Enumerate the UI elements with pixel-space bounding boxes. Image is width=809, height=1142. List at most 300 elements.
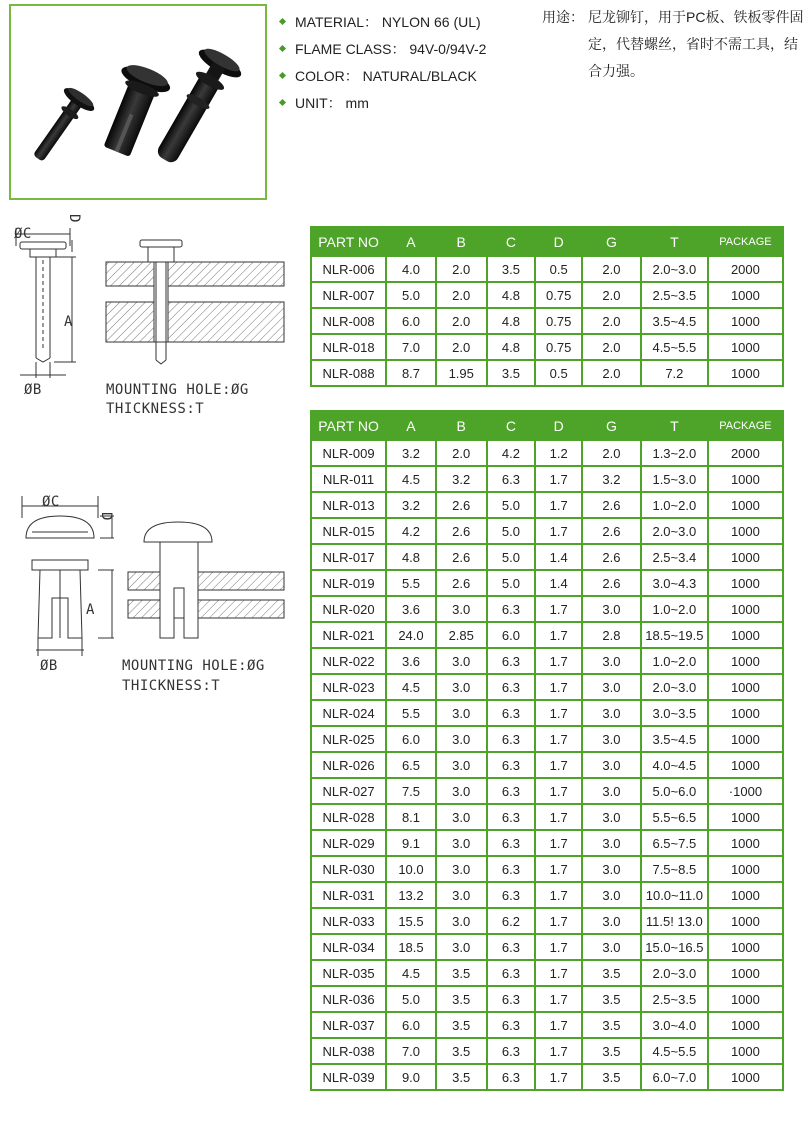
cell-g: 2.0	[582, 308, 641, 334]
spec-list	[278, 8, 486, 116]
cell-d: 1.7	[535, 908, 582, 934]
cell-g: 3.0	[582, 804, 641, 830]
cell-c: 6.3	[487, 648, 536, 674]
cell-a: 4.0	[386, 256, 436, 282]
table-row	[311, 518, 783, 544]
cell-g: 2.0	[582, 360, 641, 386]
table-row	[311, 986, 783, 1012]
cell-a: 9.0	[386, 1064, 436, 1090]
cell-t: 15.0~16.5	[641, 934, 708, 960]
cell-part-no: NLR-035	[311, 960, 386, 986]
cell-b: 3.0	[436, 934, 487, 960]
cell-c: 3.5	[487, 256, 536, 282]
cell-g: 3.0	[582, 856, 641, 882]
cell-d: 0.5	[535, 360, 582, 386]
table-header-row	[311, 411, 783, 440]
cell-a: 8.7	[386, 360, 436, 386]
table-row	[311, 960, 783, 986]
cell-a: 5.5	[386, 700, 436, 726]
cell-a: 6.0	[386, 1012, 436, 1038]
table-row	[311, 908, 783, 934]
cell-package: 1000	[708, 856, 783, 882]
cell-package: 1000	[708, 308, 783, 334]
table-row	[311, 596, 783, 622]
cell-part-no: NLR-025	[311, 726, 386, 752]
cell-c: 4.8	[487, 282, 536, 308]
cell-part-no: NLR-038	[311, 1038, 386, 1064]
header-d: D	[535, 411, 582, 440]
table-row	[311, 440, 783, 466]
cell-package: 1000	[708, 674, 783, 700]
spec-text: MATERIAL： NYLON 66 (UL)	[295, 13, 481, 30]
table-row	[311, 648, 783, 674]
cell-a: 7.0	[386, 1038, 436, 1064]
cell-g: 2.8	[582, 622, 641, 648]
cell-b: 3.0	[436, 856, 487, 882]
cell-b: 3.0	[436, 882, 487, 908]
cell-part-no: NLR-024	[311, 700, 386, 726]
header-d: D	[535, 227, 582, 256]
bullet-diamond-icon	[279, 72, 286, 79]
cell-package: 1000	[708, 282, 783, 308]
cell-part-no: NLR-026	[311, 752, 386, 778]
cell-b: 2.6	[436, 518, 487, 544]
cell-d: 1.7	[535, 674, 582, 700]
cell-package: 1000	[708, 1064, 783, 1090]
cell-t: 4.0~4.5	[641, 752, 708, 778]
cell-c: 6.3	[487, 882, 536, 908]
cell-g: 3.0	[582, 674, 641, 700]
header-t: T	[641, 227, 708, 256]
cell-a: 3.6	[386, 648, 436, 674]
diagram1-dim-b: ØB	[24, 382, 42, 398]
cell-g: 2.0	[582, 440, 641, 466]
cell-part-no: NLR-036	[311, 986, 386, 1012]
cell-g: 2.6	[582, 544, 641, 570]
cell-g: 3.5	[582, 1012, 641, 1038]
cell-c: 6.3	[487, 726, 536, 752]
cell-part-no: NLR-021	[311, 622, 386, 648]
cell-package: 1000	[708, 360, 783, 386]
cell-d: 0.5	[535, 256, 582, 282]
header-g: G	[582, 411, 641, 440]
table-row	[311, 856, 783, 882]
cell-part-no: NLR-020	[311, 596, 386, 622]
cell-g: 3.5	[582, 1064, 641, 1090]
diagram1-mounting-hole: MOUNTING HOLE:ØG	[106, 382, 249, 398]
cell-d: 1.7	[535, 1012, 582, 1038]
cell-g: 2.0	[582, 256, 641, 282]
cell-t: 1.0~2.0	[641, 492, 708, 518]
cell-d: 1.4	[535, 570, 582, 596]
table-row	[311, 882, 783, 908]
cell-a: 6.5	[386, 752, 436, 778]
cell-a: 7.5	[386, 778, 436, 804]
cell-package: 1000	[708, 726, 783, 752]
cell-t: 2.5~3.4	[641, 544, 708, 570]
cell-package: 1000	[708, 934, 783, 960]
diagram1-dim-a: A	[64, 314, 73, 330]
header-part-no: PART NO	[311, 411, 386, 440]
cell-g: 3.0	[582, 648, 641, 674]
cell-part-no: NLR-034	[311, 934, 386, 960]
cell-a: 6.0	[386, 726, 436, 752]
cell-package: 1000	[708, 882, 783, 908]
diagram1-dim-d: D	[66, 214, 82, 223]
cell-d: 1.7	[535, 648, 582, 674]
cell-b: 3.0	[436, 700, 487, 726]
table-row	[311, 1012, 783, 1038]
cell-c: 5.0	[487, 518, 536, 544]
table-row	[311, 674, 783, 700]
table-row	[311, 726, 783, 752]
cell-d: 1.2	[535, 440, 582, 466]
cell-c: 5.0	[487, 544, 536, 570]
cell-a: 7.0	[386, 334, 436, 360]
spec-text: COLOR： NATURAL/BLACK	[295, 67, 477, 84]
cell-t: 6.5~7.5	[641, 830, 708, 856]
header-b: B	[436, 411, 487, 440]
header-t: T	[641, 411, 708, 440]
diagram2-thickness: THICKNESS:T	[122, 678, 221, 694]
diagram2-dim-c: ØC	[42, 494, 60, 510]
spec-item-color	[278, 62, 486, 89]
cell-t: 2.0~3.0	[641, 518, 708, 544]
table-row	[311, 570, 783, 596]
table-row	[311, 830, 783, 856]
cell-t: 2.0~3.0	[641, 256, 708, 282]
cell-d: 1.7	[535, 622, 582, 648]
header-package: PACKAGE	[708, 411, 783, 440]
cell-a: 5.0	[386, 986, 436, 1012]
cell-b: 2.0	[436, 334, 487, 360]
diagram1-thickness: THICKNESS:T	[106, 401, 205, 417]
cell-c: 4.8	[487, 308, 536, 334]
cell-g: 3.5	[582, 1038, 641, 1064]
table-row	[311, 334, 783, 360]
cell-a: 4.8	[386, 544, 436, 570]
cell-package: 1000	[708, 544, 783, 570]
cell-d: 1.4	[535, 544, 582, 570]
cell-a: 18.5	[386, 934, 436, 960]
bullet-diamond-icon	[279, 18, 286, 25]
cell-package: 1000	[708, 622, 783, 648]
cell-t: 4.5~5.5	[641, 334, 708, 360]
cell-b: 3.0	[436, 752, 487, 778]
cell-part-no: NLR-037	[311, 1012, 386, 1038]
cell-d: 1.7	[535, 752, 582, 778]
cell-part-no: NLR-011	[311, 466, 386, 492]
cell-g: 2.6	[582, 492, 641, 518]
cell-package: 1000	[708, 908, 783, 934]
cell-c: 6.3	[487, 934, 536, 960]
cell-c: 6.3	[487, 596, 536, 622]
cell-package: 1000	[708, 700, 783, 726]
cell-t: 7.2	[641, 360, 708, 386]
cell-b: 2.6	[436, 544, 487, 570]
cell-t: 7.5~8.5	[641, 856, 708, 882]
parts-table-2	[310, 410, 784, 1091]
cell-b: 3.0	[436, 648, 487, 674]
cell-g: 3.2	[582, 466, 641, 492]
cell-part-no: NLR-033	[311, 908, 386, 934]
cell-t: 3.0~3.5	[641, 700, 708, 726]
cell-c: 5.0	[487, 492, 536, 518]
cell-a: 3.2	[386, 492, 436, 518]
cell-a: 8.1	[386, 804, 436, 830]
cell-package: 1000	[708, 648, 783, 674]
spec-item-flame-class	[278, 35, 486, 62]
cell-d: 1.7	[535, 934, 582, 960]
cell-part-no: NLR-013	[311, 492, 386, 518]
cell-b: 2.6	[436, 570, 487, 596]
cell-c: 5.0	[487, 570, 536, 596]
table-row	[311, 466, 783, 492]
cell-c: 6.3	[487, 674, 536, 700]
cell-part-no: NLR-030	[311, 856, 386, 882]
cell-d: 1.7	[535, 778, 582, 804]
cell-g: 2.6	[582, 570, 641, 596]
cell-part-no: NLR-029	[311, 830, 386, 856]
cell-t: 3.0~4.3	[641, 570, 708, 596]
cell-part-no: NLR-007	[311, 282, 386, 308]
diagram-2-drawing	[8, 488, 288, 664]
cell-package: 1000	[708, 570, 783, 596]
cell-b: 3.0	[436, 778, 487, 804]
cell-g: 2.0	[582, 282, 641, 308]
cell-part-no: NLR-019	[311, 570, 386, 596]
product-photo	[9, 4, 267, 200]
cell-g: 2.6	[582, 518, 641, 544]
cell-b: 1.95	[436, 360, 487, 386]
diagram-1-drawing	[8, 210, 288, 380]
cell-b: 2.0	[436, 256, 487, 282]
header-part-no: PART NO	[311, 227, 386, 256]
cell-b: 3.5	[436, 986, 487, 1012]
cell-c: 6.3	[487, 1038, 536, 1064]
header-c: C	[487, 411, 536, 440]
header-a: A	[386, 227, 436, 256]
cell-d: 1.7	[535, 492, 582, 518]
cell-a: 3.6	[386, 596, 436, 622]
cell-g: 3.0	[582, 908, 641, 934]
cell-g: 3.5	[582, 960, 641, 986]
table-row	[311, 622, 783, 648]
cell-c: 6.3	[487, 752, 536, 778]
cell-c: 6.3	[487, 986, 536, 1012]
diagram2-mounting-hole: MOUNTING HOLE:ØG	[122, 658, 265, 674]
cell-b: 3.5	[436, 1012, 487, 1038]
cell-c: 6.3	[487, 1064, 536, 1090]
cell-c: 6.3	[487, 778, 536, 804]
table-row	[311, 282, 783, 308]
cell-b: 3.2	[436, 466, 487, 492]
diagram1-dim-c: ØC	[14, 226, 32, 242]
cell-t: 1.5~3.0	[641, 466, 708, 492]
cell-package: 2000	[708, 440, 783, 466]
cell-part-no: NLR-018	[311, 334, 386, 360]
cell-package: 1000	[708, 986, 783, 1012]
cell-t: 1.0~2.0	[641, 648, 708, 674]
cell-t: 3.5~4.5	[641, 726, 708, 752]
cell-d: 1.7	[535, 596, 582, 622]
cell-c: 6.3	[487, 466, 536, 492]
cell-part-no: NLR-015	[311, 518, 386, 544]
cell-package: 1000	[708, 960, 783, 986]
cell-part-no: NLR-039	[311, 1064, 386, 1090]
cell-b: 3.0	[436, 674, 487, 700]
table-row	[311, 360, 783, 386]
cell-part-no: NLR-017	[311, 544, 386, 570]
cell-a: 9.1	[386, 830, 436, 856]
cell-part-no: NLR-027	[311, 778, 386, 804]
cell-d: 1.7	[535, 856, 582, 882]
cell-package: 2000	[708, 256, 783, 282]
cell-d: 0.75	[535, 308, 582, 334]
cell-package: 1000	[708, 492, 783, 518]
cell-d: 1.7	[535, 1064, 582, 1090]
cell-part-no: NLR-023	[311, 674, 386, 700]
cell-package: 1000	[708, 596, 783, 622]
cell-package: 1000	[708, 752, 783, 778]
cell-package: ·1000	[708, 778, 783, 804]
cell-c: 6.3	[487, 1012, 536, 1038]
table-row	[311, 308, 783, 334]
cell-g: 3.0	[582, 700, 641, 726]
cell-b: 2.0	[436, 282, 487, 308]
header-g: G	[582, 227, 641, 256]
cell-a: 3.2	[386, 440, 436, 466]
cell-d: 1.7	[535, 466, 582, 492]
spec-item-unit	[278, 89, 486, 116]
parts-table-1	[310, 226, 784, 387]
cell-d: 1.7	[535, 700, 582, 726]
cell-part-no: NLR-006	[311, 256, 386, 282]
spec-text: FLAME CLASS： 94V-0/94V-2	[295, 40, 487, 57]
cell-d: 1.7	[535, 518, 582, 544]
table-row	[311, 256, 783, 282]
cell-package: 1000	[708, 466, 783, 492]
table-row	[311, 804, 783, 830]
cell-t: 1.3~2.0	[641, 440, 708, 466]
cell-a: 10.0	[386, 856, 436, 882]
cell-package: 1000	[708, 518, 783, 544]
cell-package: 1000	[708, 830, 783, 856]
cell-d: 1.7	[535, 830, 582, 856]
cell-b: 2.0	[436, 440, 487, 466]
cell-t: 2.5~3.5	[641, 986, 708, 1012]
cell-t: 2.0~3.0	[641, 960, 708, 986]
cell-t: 1.0~2.0	[641, 596, 708, 622]
cell-d: 1.7	[535, 882, 582, 908]
rivet-photo-illustration	[11, 6, 265, 198]
cell-t: 4.5~5.5	[641, 1038, 708, 1064]
cell-a: 4.5	[386, 674, 436, 700]
cell-c: 6.3	[487, 830, 536, 856]
cell-b: 3.0	[436, 908, 487, 934]
cell-t: 18.5~19.5	[641, 622, 708, 648]
cell-b: 3.5	[436, 960, 487, 986]
cell-a: 13.2	[386, 882, 436, 908]
table-row	[311, 752, 783, 778]
cell-a: 5.0	[386, 282, 436, 308]
cell-package: 1000	[708, 1038, 783, 1064]
cell-d: 1.7	[535, 986, 582, 1012]
cell-t: 2.0~3.0	[641, 674, 708, 700]
header-package: PACKAGE	[708, 227, 783, 256]
cell-c: 6.2	[487, 908, 536, 934]
cell-a: 4.5	[386, 466, 436, 492]
cell-part-no: NLR-008	[311, 308, 386, 334]
cell-d: 0.75	[535, 334, 582, 360]
cell-part-no: NLR-031	[311, 882, 386, 908]
cell-c: 4.8	[487, 334, 536, 360]
cell-g: 3.0	[582, 882, 641, 908]
table-row	[311, 700, 783, 726]
cell-t: 5.0~6.0	[641, 778, 708, 804]
cell-c: 6.3	[487, 856, 536, 882]
cell-part-no: NLR-009	[311, 440, 386, 466]
table-row	[311, 778, 783, 804]
cell-g: 3.0	[582, 934, 641, 960]
usage-text: 尼龙铆钉，用于PC板、铁板零件固定，代替螺丝，省时不需工具，结合力强。	[588, 9, 804, 79]
cell-a: 24.0	[386, 622, 436, 648]
cell-package: 1000	[708, 334, 783, 360]
cell-b: 3.0	[436, 830, 487, 856]
cell-c: 6.3	[487, 700, 536, 726]
cell-g: 2.0	[582, 334, 641, 360]
bullet-diamond-icon	[279, 99, 286, 106]
spec-text: UNIT： mm	[295, 94, 369, 111]
table-header-row	[311, 227, 783, 256]
cell-g: 3.0	[582, 778, 641, 804]
cell-c: 6.3	[487, 960, 536, 986]
cell-a: 6.0	[386, 308, 436, 334]
cell-t: 10.0~11.0	[641, 882, 708, 908]
cell-d: 1.7	[535, 1038, 582, 1064]
cell-d: 1.7	[535, 960, 582, 986]
cell-t: 2.5~3.5	[641, 282, 708, 308]
cell-b: 3.5	[436, 1038, 487, 1064]
cell-c: 3.5	[487, 360, 536, 386]
cell-d: 1.7	[535, 804, 582, 830]
table-row	[311, 1038, 783, 1064]
diagram2-dim-d: D	[98, 512, 114, 521]
diagram2-dim-a: A	[86, 602, 95, 618]
table-row	[311, 492, 783, 518]
cell-a: 5.5	[386, 570, 436, 596]
cell-b: 3.0	[436, 596, 487, 622]
cell-t: 5.5~6.5	[641, 804, 708, 830]
cell-t: 3.5~4.5	[641, 308, 708, 334]
cell-g: 3.0	[582, 830, 641, 856]
bullet-diamond-icon	[279, 45, 286, 52]
cell-b: 2.85	[436, 622, 487, 648]
cell-b: 3.0	[436, 804, 487, 830]
table-row	[311, 1064, 783, 1090]
cell-d: 1.7	[535, 726, 582, 752]
cell-a: 4.2	[386, 518, 436, 544]
cell-part-no: NLR-088	[311, 360, 386, 386]
cell-package: 1000	[708, 804, 783, 830]
table-row	[311, 544, 783, 570]
cell-b: 3.0	[436, 726, 487, 752]
header-c: C	[487, 227, 536, 256]
cell-part-no: NLR-022	[311, 648, 386, 674]
cell-b: 2.0	[436, 308, 487, 334]
cell-g: 3.0	[582, 596, 641, 622]
cell-c: 6.3	[487, 804, 536, 830]
